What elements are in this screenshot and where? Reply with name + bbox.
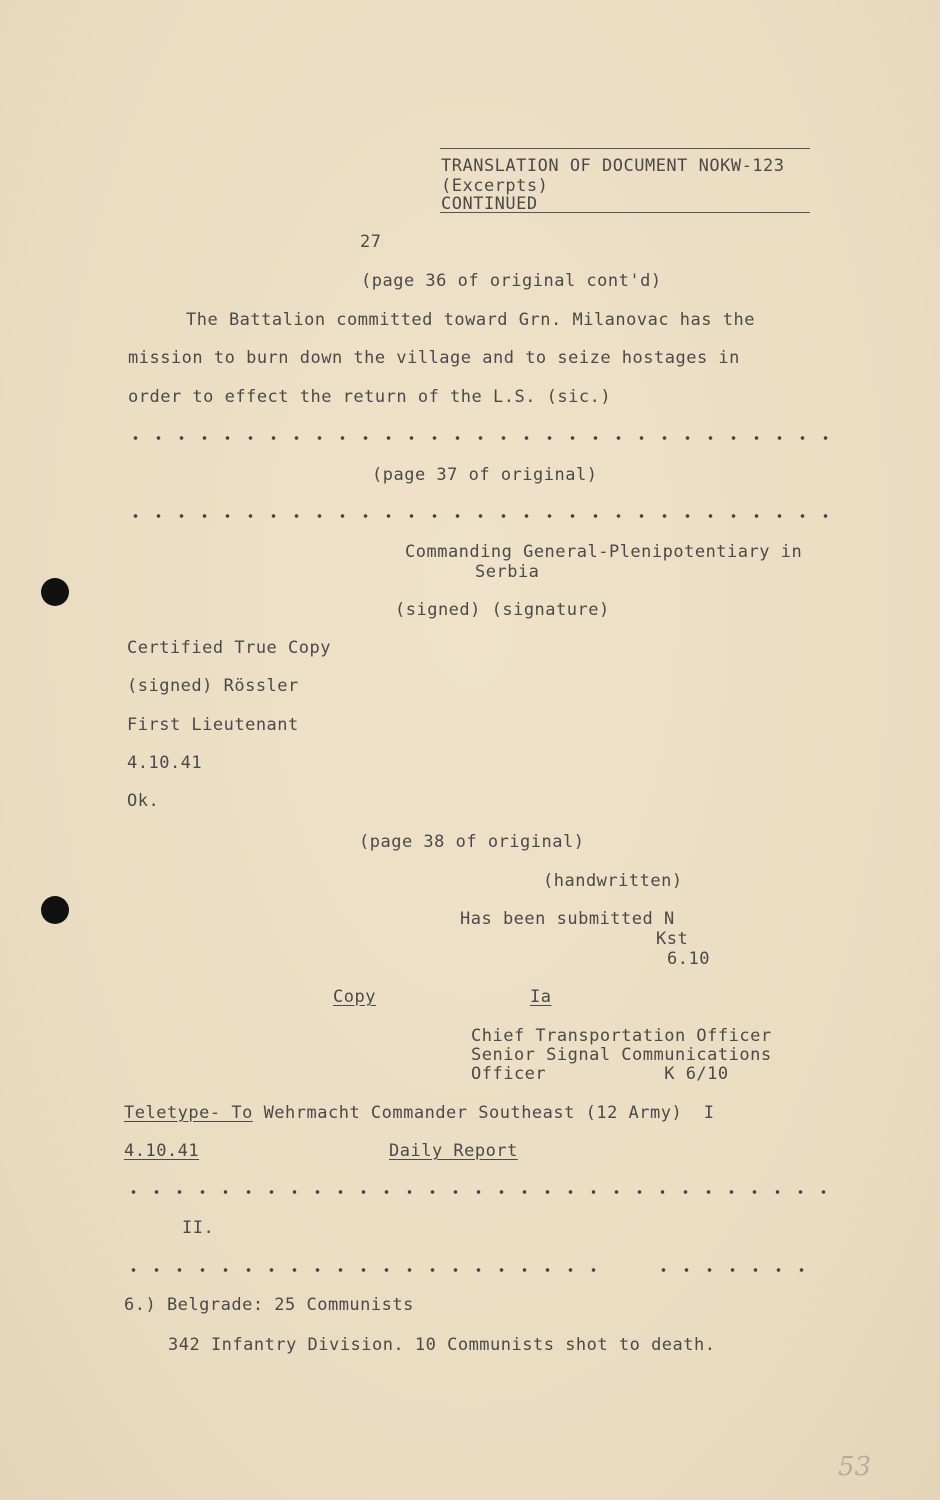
document-title: TRANSLATION OF DOCUMENT NOKW-123 <box>441 156 785 176</box>
rank-label: First Lieutenant <box>127 715 299 735</box>
punch-hole <box>41 578 69 606</box>
paragraph-line: The Battalion committed toward Grn. Milanovac has the <box>186 310 755 330</box>
certified-copy: Certified True Copy <box>127 638 331 658</box>
commanding-general-serbia: Serbia <box>475 562 540 582</box>
handwritten-note: (handwritten) <box>543 871 683 891</box>
page-37-note: (page 37 of original) <box>372 465 598 485</box>
dotted-ellipsis-line <box>122 1267 607 1273</box>
submitted-date: 6.10 <box>667 949 710 969</box>
ok-label: Ok. <box>127 791 160 811</box>
dotted-ellipsis-line <box>124 435 836 441</box>
officer-k-date: Officer K 6/10 <box>471 1064 729 1084</box>
continued-note: CONTINUED <box>441 194 538 214</box>
paragraph-line: order to effect the return of the L.S. (sic.) <box>128 387 612 407</box>
header-rule-top <box>440 148 810 149</box>
teletype-recipient: Wehrmacht Commander Southeast (12 Army) I <box>252 1103 715 1123</box>
report-date: 4.10.41 <box>124 1141 200 1161</box>
signed-signature: (signed) (signature) <box>395 600 610 620</box>
date-label: 4.10.41 <box>127 753 203 773</box>
teletype-prefix: Teletype- To <box>124 1103 253 1123</box>
submitted-kst: Kst <box>656 929 689 949</box>
dotted-ellipsis-line <box>122 1189 827 1195</box>
page-38-note: (page 38 of original) <box>359 832 585 852</box>
submitted-note: Has been submitted N <box>460 909 675 929</box>
section-two: II. <box>182 1218 215 1238</box>
copy-label: Copy <box>333 987 376 1007</box>
pencil-page-mark: 53 <box>838 1452 872 1482</box>
commanding-general: Commanding General-Plenipotentiary in <box>405 542 803 562</box>
dotted-ellipsis-line <box>124 513 836 519</box>
page-36-note: (page 36 of original cont'd) <box>361 271 662 291</box>
dotted-ellipsis-line <box>652 1267 804 1273</box>
teletype-line <box>124 1103 714 1123</box>
paragraph-line: mission to burn down the village and to seize hostages in <box>128 348 740 368</box>
signal-officer: Senior Signal Communications <box>471 1045 772 1065</box>
division-entry: 342 Infantry Division. 10 Communists shot to death. <box>168 1335 716 1355</box>
punch-hole <box>41 896 69 924</box>
belgrade-entry: 6.) Belgrade: 25 Communists <box>124 1295 414 1315</box>
chief-officer: Chief Transportation Officer <box>471 1026 772 1046</box>
signed-rossler: (signed) Rössler <box>127 676 299 696</box>
ia-label: Ia <box>530 987 552 1007</box>
page-number: 27 <box>360 232 382 252</box>
header-rule-bottom <box>440 212 810 213</box>
daily-report-title: Daily Report <box>389 1141 518 1161</box>
excerpts-note: (Excerpts) <box>441 176 549 196</box>
